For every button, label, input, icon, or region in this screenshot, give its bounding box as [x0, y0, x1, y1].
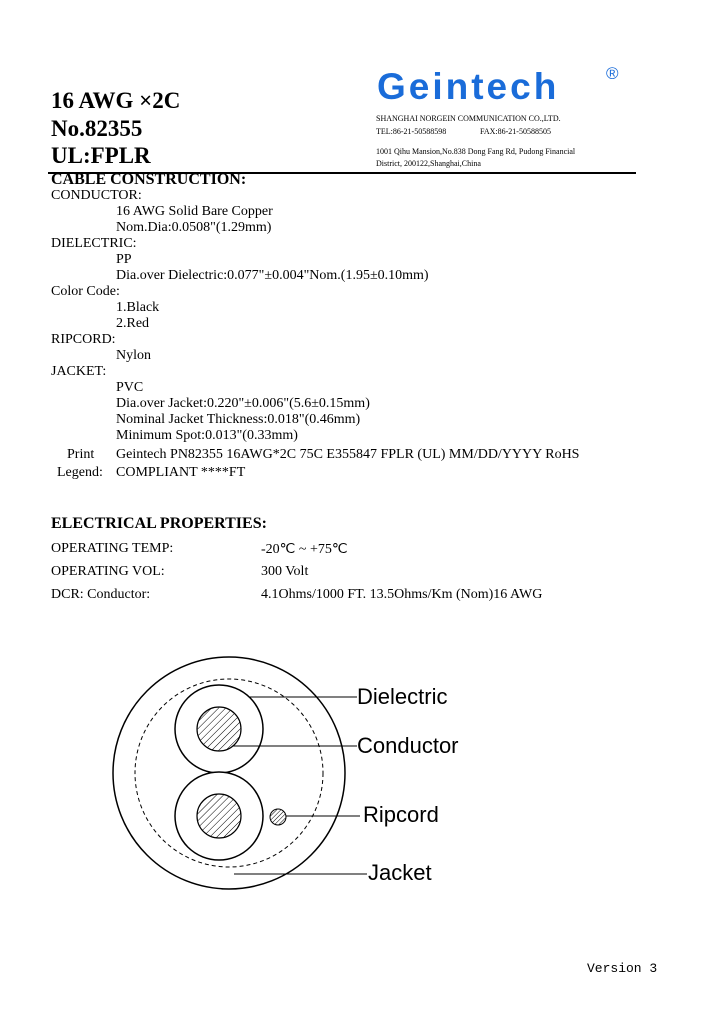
dielectric-material: PP	[116, 252, 132, 267]
print-label: Print	[67, 447, 95, 462]
jacket-min-spot: Minimum Spot:0.013"(0.33mm)	[116, 428, 298, 443]
conductor-top	[197, 707, 241, 751]
header-spec-line1: 16 AWG ×2C	[51, 88, 181, 113]
legend-label: Legend:	[57, 465, 103, 480]
dielectric-label: DIELECTRIC:	[51, 236, 137, 251]
company-logo: Geintech	[377, 66, 560, 107]
dcr-label: DCR: Conductor:	[51, 587, 151, 602]
header-part-number: No.82355	[51, 116, 143, 141]
color-code-1: 1.Black	[116, 300, 160, 315]
diagram-label-conductor: Conductor	[357, 733, 459, 758]
diagram-label-jacket: Jacket	[368, 860, 432, 885]
operating-temp-label: OPERATING TEMP:	[51, 541, 174, 556]
diagram-label-dielectric: Dielectric	[357, 684, 448, 709]
conductor-bottom	[197, 794, 241, 838]
company-address-line2: District, 200122,Shanghai,China	[376, 159, 481, 168]
operating-temp-value: -20℃ ~ +75℃	[261, 542, 348, 557]
color-code-label: Color Code:	[51, 284, 120, 299]
section-title-construction: CABLE CONSTRUCTION:	[51, 171, 247, 188]
operating-vol-label: OPERATING VOL:	[51, 564, 165, 579]
company-tel: TEL:86-21-50588598	[376, 127, 447, 136]
company-name: SHANGHAI NORGEIN COMMUNICATION CO.,LTD.	[376, 114, 561, 123]
dielectric-diameter: Dia.over Dielectric:0.077"±0.004"Nom.(1.95±0.10mm)	[116, 268, 429, 283]
conductor-diameter: Nom.Dia:0.0508"(1.29mm)	[116, 220, 272, 235]
ripcord-label: RIPCORD:	[51, 332, 116, 347]
company-fax: FAX:86-21-50588505	[480, 127, 551, 136]
company-address-line1: 1001 Qihu Mansion,No.838 Dong Fang Rd, Pudong Financial	[376, 147, 576, 156]
conductor-material: 16 AWG Solid Bare Copper	[116, 204, 273, 219]
print-legend-line1: Geintech PN82355 16AWG*2C 75C E355847 FPLR (UL) MM/DD/YYYY RoHS	[116, 447, 580, 462]
registered-mark: ®	[606, 64, 619, 83]
print-legend-line2: COMPLIANT ****FT	[116, 465, 246, 480]
jacket-diameter: Dia.over Jacket:0.220"±0.006"(5.6±0.15mm)	[116, 396, 370, 411]
ripcord-circle	[270, 809, 286, 825]
dcr-value: 4.1Ohms/1000 FT. 13.5Ohms/Km (Nom)16 AWG	[261, 587, 543, 602]
jacket-material: PVC	[116, 380, 144, 395]
jacket-thickness: Nominal Jacket Thickness:0.018"(0.46mm)	[116, 412, 361, 427]
header-rating: UL:FPLR	[51, 143, 151, 168]
ripcord-material: Nylon	[116, 348, 151, 363]
section-title-electrical: ELECTRICAL PROPERTIES:	[51, 515, 267, 532]
jacket-label: JACKET:	[51, 364, 107, 379]
operating-vol-value: 300 Volt	[261, 564, 309, 579]
version-label: Version 3	[587, 961, 658, 976]
diagram-label-ripcord: Ripcord	[363, 802, 439, 827]
color-code-2: 2.Red	[116, 316, 150, 331]
conductor-label: CONDUCTOR:	[51, 188, 142, 203]
